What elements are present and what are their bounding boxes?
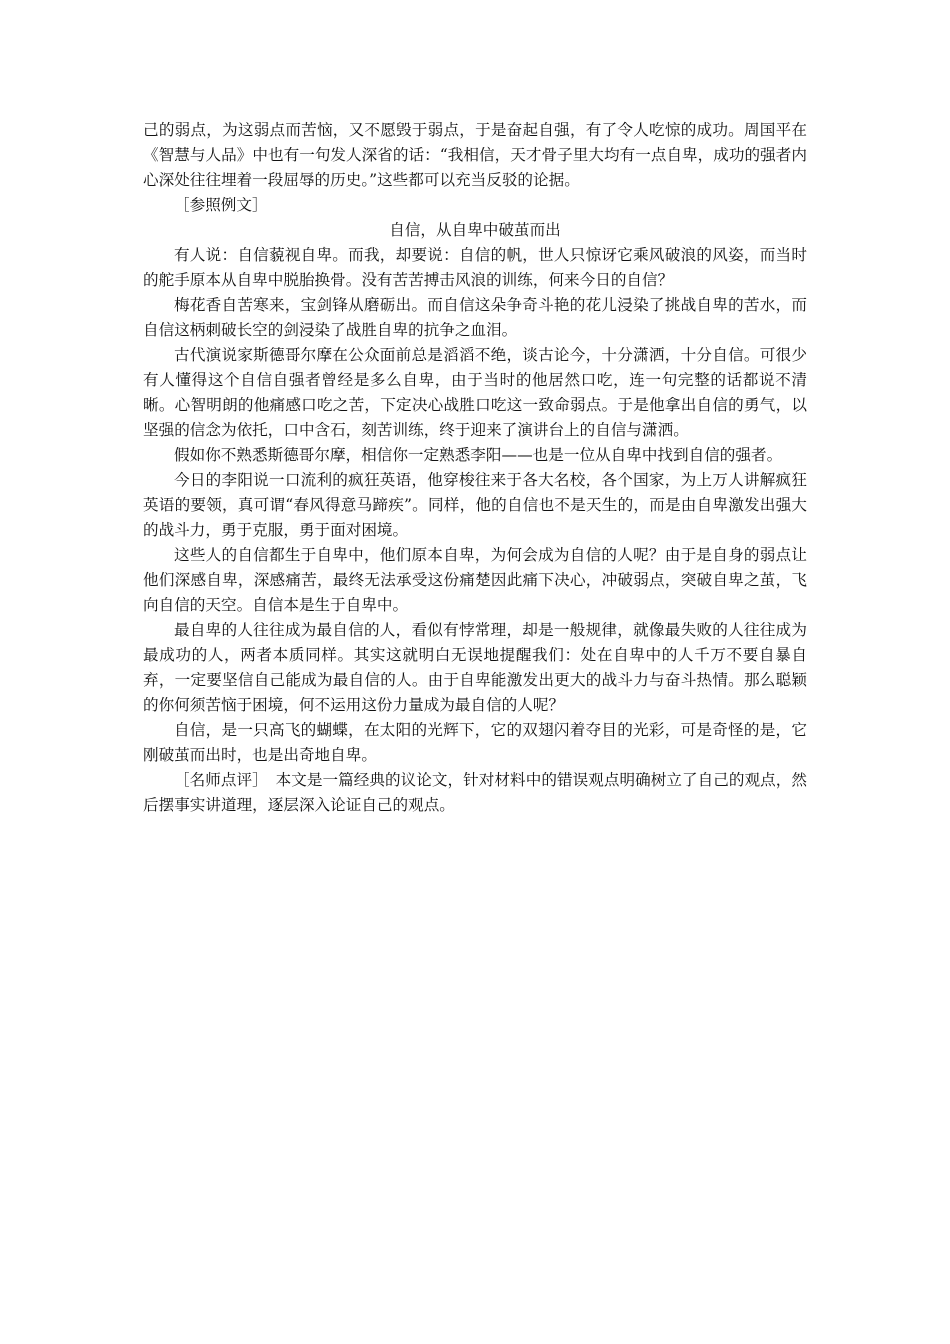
essay-paragraph-1: 有人说：自信藐视自卑。而我，却要说：自信的帆，世人只惊讶它乘风破浪的风姿，而当时的舵手原本从自卑中脱胎换骨。没有苦苦搏击风浪的训练，何来今日的自信？ bbox=[143, 246, 807, 289]
teacher-comment: ［名师点评］ 本文是一篇经典的议论文，针对材料中的错误观点明确树立了自己的观点，然后摆事实讲道理，逐层深入论证自己的观点。 bbox=[143, 771, 807, 814]
essay-paragraph-3: 古代演说家斯德哥尔摩在公众面前总是滔滔不绝，谈古论今，十分潇洒，十分自信。可很少有人懂得这个自信自强者曾经是多么自卑，由于当时的他居然口吃，连一句完整的话都说不清晰。心智明朗的他痛感口吃之苦，下定决心战胜口吃这一致命弱点。于是他拿出自信的勇气，以坚强的信念为依托，口中含石，刻苦训练，终于迎来了演讲台上的自信与潇洒。 bbox=[143, 346, 807, 439]
essay-paragraph-8: 自信，是一只高飞的蝴蝶，在太阳的光辉下，它的双翅闪着夺目的光彩，可是奇怪的是，它刚破茧而出时，也是出奇地自卑。 bbox=[143, 721, 807, 764]
sample-essay-label: ［参照例文］ bbox=[174, 196, 268, 214]
essay-paragraph-6: 这些人的自信都生于自卑中，他们原本自卑，为何会成为自信的人呢？由于是自身的弱点让他们深感自卑，深感痛苦，最终无法承受这份痛楚因此痛下决心，冲破弱点，突破自卑之茧，飞向自信的天空。自信本是生于自卑中。 bbox=[143, 546, 807, 614]
intro-paragraph: 己的弱点，为这弱点而苦恼，又不愿毁于弱点，于是奋起自强，有了令人吃惊的成功。周国平在《智慧与人品》中也有一句发人深省的话：“我相信，天才骨子里大均有一点自卑，成功的强者内心深处往往埋着一段屈辱的历史。”这些都可以充当反驳的论据。 bbox=[143, 121, 807, 189]
essay-paragraph-5: 今日的李阳说一口流利的疯狂英语，他穿梭往来于各大名校，各个国家，为上万人讲解疯狂英语的要领，真可谓“春风得意马蹄疾”。同样，他的自信也不是天生的，而是由自卑激发出强大的战斗力，勇于克服，勇于面对困境。 bbox=[143, 471, 807, 539]
document-page bbox=[143, 118, 807, 818]
essay-title: 自信，从自卑中破茧而出 bbox=[389, 221, 561, 239]
essay-paragraph-4: 假如你不熟悉斯德哥尔摩，相信你一定熟悉李阳——也是一位从自卑中找到自信的强者。 bbox=[174, 446, 783, 464]
essay-paragraph-7: 最自卑的人往往成为最自信的人，看似有悖常理，却是一般规律，就像最失败的人往往成为最成功的人，两者本质同样。其实这就明白无误地提醒我们：处在自卑中的人千万不要自暴自弃，一定要坚信自己能成为最自信的人。由于自卑能激发出更大的战斗力与奋斗热情。那么聪颖的你何须苦恼于困境，何不运用这份力量成为最自信的人呢？ bbox=[143, 621, 807, 714]
essay-paragraph-2: 梅花香自苦寒来，宝剑锋从磨砺出。而自信这朵争奇斗艳的花儿浸染了挑战自卑的苦水，而自信这柄刺破长空的剑浸染了战胜自卑的抗争之血泪。 bbox=[143, 296, 807, 339]
